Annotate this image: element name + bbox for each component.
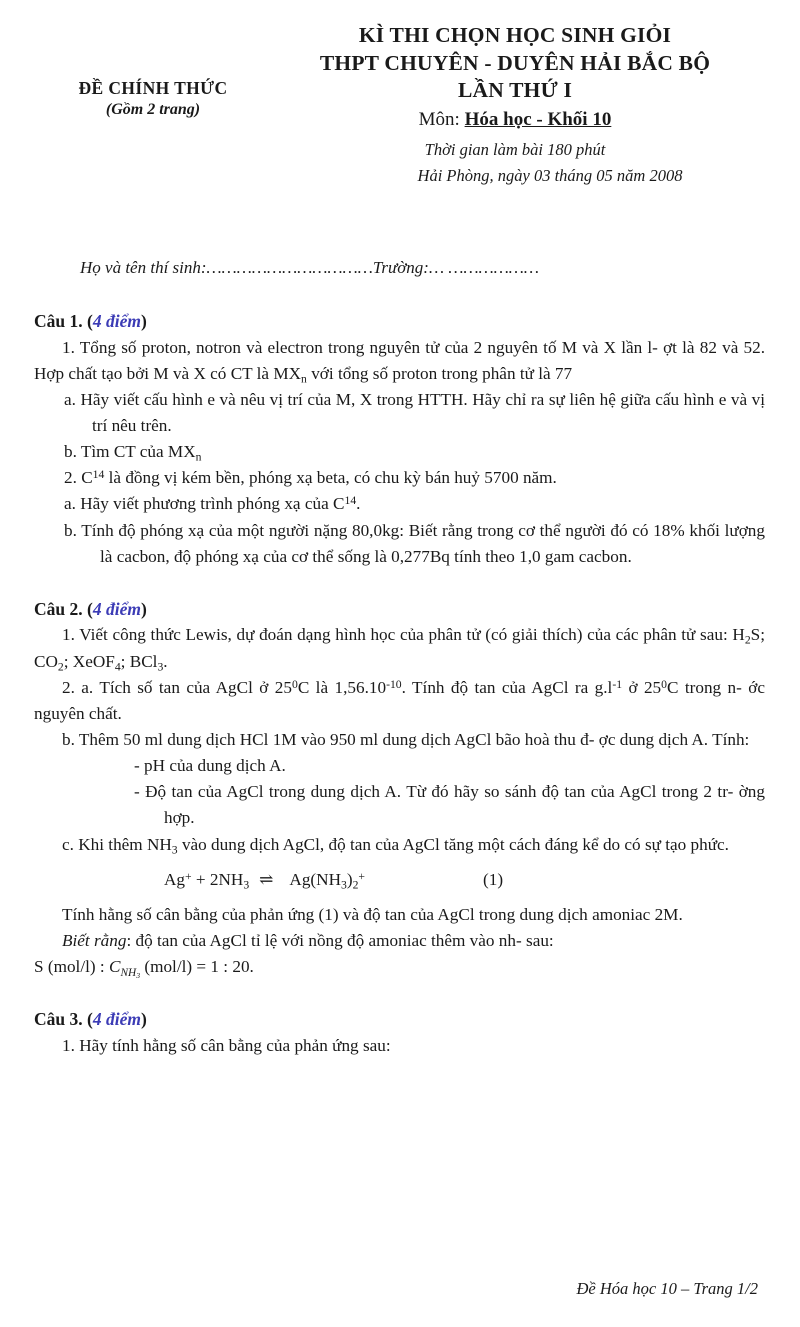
q1-item-2a (34, 491, 765, 517)
q2-item-1 (34, 622, 765, 674)
question-1-points: 4 điểm (92, 311, 141, 331)
q1-item-2 (34, 465, 765, 491)
q1-item-2-post: là đồng vị kém bền, phóng xạ beta, có chu kỳ bán huỷ 5700 năm. (104, 468, 557, 488)
eq-complex-b: ) (346, 869, 353, 889)
q1-item-1a: a. Hãy viết cấu hình e và nêu vị trí của M, X trong HTTH. Hãy chỉ ra sự liên hệ giữa cấu hình e và vị trí nêu trên. (64, 389, 765, 436)
q2-ratio-formula (34, 954, 765, 980)
q2-ratio-c-sub-3: 3 (136, 970, 141, 980)
subject-label: Môn: (418, 108, 460, 130)
question-3-points: 4 điểm (92, 1009, 141, 1030)
question-1-label: Câu 1 (34, 311, 79, 331)
q2-unit-exponent: -1 (612, 677, 623, 691)
q1-c14-superscript-2: 14 (344, 494, 357, 508)
q2-h2s-subscript: 2 (744, 633, 751, 647)
q1-mx-subscript-2: n (195, 450, 202, 464)
student-name-label: Họ và tên thí sinh: (80, 258, 207, 277)
q2-item-2a (34, 675, 765, 727)
exam-duration: Thời gian làm bài 180 phút (424, 140, 606, 160)
q2-nh3-subscript: 3 (171, 842, 178, 856)
subject-value: Hóa học - Khối 10 (464, 108, 612, 130)
header-left-block (28, 78, 278, 119)
q2-note-line (34, 928, 765, 954)
q2-bullet-ph: - pH của dung dịch A. (134, 756, 286, 776)
question-3-label: Câu 3 (34, 1009, 79, 1030)
official-exam-label: ĐỀ CHÍNH THỨC (78, 78, 228, 98)
q2-item-2a-b: C là 1,56.10 (297, 677, 387, 697)
q2-xeof4-subscript: 4 (114, 659, 121, 673)
exam-place-date: Hải Phòng, ngày 03 tháng 05 năm 2008 (417, 165, 683, 185)
eq-complex-sub-2: 2 (352, 877, 359, 891)
q2-item-1-d: ; BCl (120, 651, 158, 671)
eq-complex-a: Ag(NH (289, 869, 341, 889)
eq-complex-charge: + (358, 869, 365, 883)
q2-item-2a-c: . Tính độ tan của AgCl ra g.l (401, 677, 613, 697)
q2-note-emphasis: Biết rằng (62, 931, 127, 950)
q1-item-2b: b. Tính độ phóng xạ của một người nặng 80,0kg: Biết rằng trong cơ thể người đó có 18% khối lượng là cacbon, độ phóng xạ của cơ thể sống là 0,277Bq tính theo 1,0 gam cacbon. (64, 520, 765, 566)
equation-number: (1) (483, 869, 504, 889)
exam-title-line-2: THPT CHUYÊN - DUYÊN HẢI BẮC BỘ (319, 50, 711, 75)
q2-bcl3-subscript: 3 (157, 659, 164, 673)
question-2-heading: Câu 2. (4 điểm) (34, 598, 147, 619)
q2-note-rest: : độ tan của AgCl tỉ lệ với nồng độ amoniac thêm vào nh- sau: (126, 931, 554, 950)
school-label: Trường:… (372, 258, 445, 277)
q2-equilibrium-equation (34, 867, 765, 893)
school-dots: ……………… (448, 258, 540, 277)
q1-item-1b-text: b. Tìm CT của MX (64, 442, 196, 462)
eq-ag-symbol: Ag (164, 869, 186, 889)
eq-nh3-text: + 2NH (191, 869, 244, 889)
q1-item-1-text-a: 1. Tổng số proton, notron và electron trong nguyên tử của 2 nguyên tố M và X lần l- ợt là 82 và 52. Hợp chất tạo bởi M và X có CT là MX (34, 337, 765, 383)
q2-item-2c-b: vào dung dịch AgCl, độ tan của AgCl tăng một cách đáng kể do có sự tạo phức. (177, 834, 729, 854)
q2-co2-subscript: 2 (57, 659, 64, 673)
q2-item-2c-a: c. Khi thêm NH (62, 834, 172, 854)
q2-ratio-c-subscript (120, 967, 140, 979)
q1-item-1 (34, 335, 765, 387)
q1-c14-superscript: 14 (92, 468, 105, 482)
q2-ratio-c-sub-nh: NH (120, 966, 137, 979)
exam-body (0, 308, 800, 1059)
q2-item-2a-d: ở 25 (622, 677, 662, 697)
question-2-label: Câu 2 (34, 598, 79, 619)
q2-item-1-c: ; XeOF (63, 651, 115, 671)
student-info-line (80, 258, 539, 278)
q1-item-1-text-b: với tổng số proton trong phân tử là 77 (306, 363, 573, 383)
q1-item-2a-pre: a. Hãy viết phương trình phóng xạ của C (64, 494, 345, 514)
q2-item-2a-e: C trong n- ớc nguyên chất. (34, 677, 765, 723)
q2-bullet-solubility: - Độ tan của AgCl trong dung dịch A. Từ đó hãy so sánh độ tan của AgCl trong 2 tr- ờng hợp. (134, 782, 765, 828)
eq-nh3-subscript: 3 (243, 877, 250, 891)
q2-degree-superscript-2: 0 (661, 677, 667, 691)
q2-item-1-b: S; CO (34, 625, 765, 671)
q1-mx-subscript: n (301, 372, 307, 385)
q2-item-2a-a: 2. a. Tích số tan của AgCl ở 25 (62, 677, 292, 697)
question-2-points: 4 điểm (92, 598, 141, 619)
student-name-dots: …………………………… (206, 258, 373, 277)
q2-ratio-s: S (mol/l) : (34, 957, 109, 977)
eq-complex-sub-1: 3 (340, 877, 347, 891)
header-title-block (250, 22, 780, 186)
q2-calc-instruction: Tính hằng số cân bằng của phản ứng (1) và độ tan của AgCl trong dung dịch amoniac 2M. (62, 904, 683, 924)
q1-item-1b (34, 439, 765, 465)
q1-item-2-pre: 2. C (64, 468, 93, 488)
exam-title-line-1: KÌ THI CHỌN HỌC SINH GIỎI (358, 23, 672, 47)
question-3-heading: Câu 3. (4 điểm) (34, 1009, 147, 1030)
q2-ksp-exponent: -10 (386, 677, 402, 691)
q2-item-1-a: 1. Viết công thức Lewis, dự đoán dạng hình học của phân tử (có giải thích) của các phân tử sau: H (62, 625, 745, 645)
q2-item-2b: b. Thêm 50 ml dung dịch HCl 1M vào 950 ml dung dịch AgCl bão hoà thu đ- ợc dung dịch A. Tính: (62, 730, 750, 750)
page-count-note: (Gồm 2 trang) (105, 101, 201, 119)
q2-item-1-e: . (163, 651, 168, 671)
page-footer: Đề Hóa học 10 – Trang 1/2 (576, 1279, 758, 1298)
subject-line (250, 108, 780, 132)
q1-item-2a-post: . (356, 494, 361, 514)
q3-item-1: 1. Hãy tính hằng số cân bằng của phản ứng sau: (62, 1035, 391, 1055)
question-1-heading: Câu 1. (4 điểm) (34, 311, 147, 331)
q2-item-2c (34, 832, 765, 858)
exam-title-line-3: LẦN THỨ I (457, 78, 573, 103)
q2-ratio-rest: (mol/l) = 1 : 20. (140, 957, 254, 977)
equilibrium-arrow-icon: ⇌ (259, 869, 274, 889)
eq-ag-charge: + (185, 869, 192, 883)
q2-ratio-c-symbol: C (108, 957, 121, 977)
q2-degree-superscript-1: 0 (291, 677, 298, 691)
page-header (0, 0, 800, 215)
